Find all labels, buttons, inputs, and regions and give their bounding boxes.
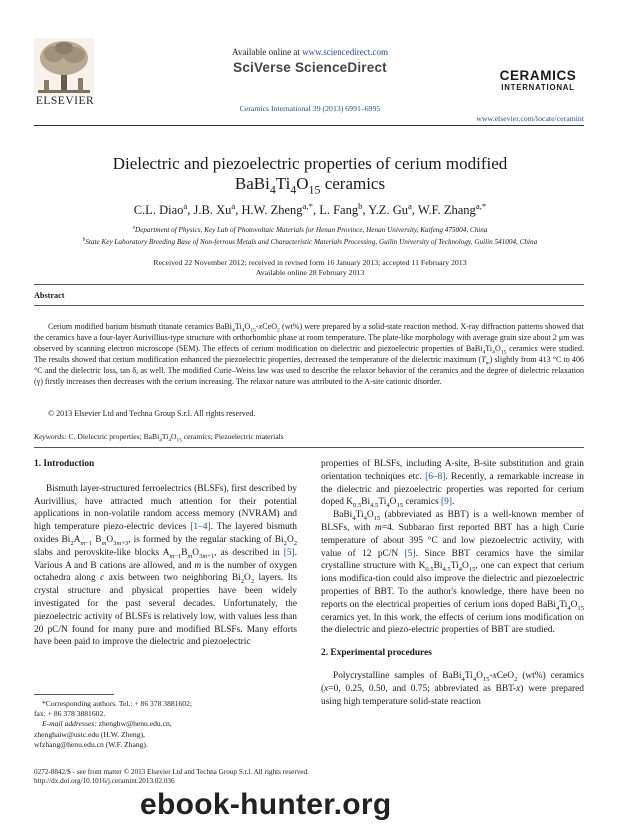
divider xyxy=(34,284,584,285)
divider xyxy=(34,447,584,448)
author-list: C.L. Diao$^a$, J.B. Xu$^a$, H.W. Zheng$^{a,*}$, L. Fang$^b$, Y.Z. Gu$^a$, W.F. Zhang$^{a,*}$ xyxy=(133,200,487,217)
online-date: Available online 28 February 2013 xyxy=(255,268,365,277)
introduction-continued: properties of BLSFs, including A-site, B-site substitution and grain orientation techniques etc. [6–8]. Recently, a remarkable increase in the dielectric and piezoelectric properties was reported for cerium doped $K_{0.5}Bi_{4.5}Ti_4O_{15}$ ceramics [9]. xyxy=(321,459,584,510)
abstract-text: Cerium modified barium bismuth titanate ceramics $BaBi_4Ti_4O_{15}-xCeO_2$ (wt%) were prepared by a solid-state reaction method. X-ray diffraction patterns showed that the ceramics have a four-layer Aurivillius-type structure with orthorhombic phase at room temperature. The plate-like morphology with average grain size about 2 μm was observed by scanning electron microscope (SEM). The effects of cerium modification on dielectric and piezoelectric properties of $BaBi_4Ti_4O_{15}$ ceramics were studied. The results showed that cerium modification enhanced the piezoelectric properties, decreased the temperature of the dielectric maximum $(T_m)$ slightly from 413 °C to 406 °C and the dielectric loss, tan δ, as well. The modified Curie–Weiss law was used to describe the relaxor behavior of the ceramics and the degree of dielectric relaxation (γ) firstly increases then decreases with the cerium increasing. The relaxor nature was attributed to the A-site cationic disorder. xyxy=(34,322,584,387)
sciencedirect-link[interactable]: www.sciencedirect.com xyxy=(302,47,388,57)
article-title xyxy=(40,154,580,197)
title-line-2: $BaBi_4Ti_4O_{15}$ ceramics xyxy=(234,174,386,197)
affiliation-b: $^b$State Key Laboratory Breeding Base of Non-ferrous Metals and Characteristic Materials Processing, Guilin University of Technology, Guilin 541004, China xyxy=(82,237,538,246)
available-online-line xyxy=(0,47,620,57)
copyright-line: © 2013 Elsevier Ltd and Techna Group S.r.l. All rights reserved. xyxy=(48,409,256,418)
issn-line: 0272-8842/$ - see front matter © 2013 Elsevier Ltd and Techna Group S.r.l. All rights reserved. xyxy=(34,768,309,776)
introduction-paragraph: Bismuth layer-structured ferroelectrics (BLSFs), first described by Aurivillius, have attracted much attention for their potential applications in non-volatile random access memory (NVRAM) and high temperature piezo-electric devices [1–4]. The layered bismuth oxides $Bi_2A_{m-1}$ $B_mO_{3m+3}$, is formed by the regular stacking of $Bi_2O_2$ slabs and perovskite-like blocks $A_{m-1}B_mO_{3m+1}$, as described in [5]. Various A and B cations are allowed, and m is the number of oxygen octahedra along c axis between two neighboring $Bi_2O_2$ layers. Its crystal structure and physical properties have been widely investigated for the past several decades. Unfortunately, the piezoelectric activity of BLSFs is relatively low, with values less than 20 pC/N found for many pure and modified BLSFs. Many efforts have been paid to improve the dielectric and piezoelectric xyxy=(34,483,298,648)
experimental-heading: 2. Experimental procedures xyxy=(321,648,432,659)
affiliation-a: $^a$Department of Physics, Key Lab of Photovoltaic Materials for Henan Province, Henan University, Kaifeng 475004, China xyxy=(132,225,488,234)
right-column xyxy=(321,458,584,708)
keywords-line: Keywords: C. Dielectric properties; $BaBi_4Ti_4O_{15}$ ceramics; Piezoelectric materials xyxy=(34,432,284,444)
email-line-1: E-mail addresses: zhenghw@henu.edu.cn, xyxy=(42,719,172,729)
available-prefix: Available online at xyxy=(232,47,303,57)
footnote-divider xyxy=(34,694,114,695)
email-line-2: zhenghaiw@ustc.edu (H.W. Zheng), xyxy=(34,729,145,739)
doi-link[interactable]: http://dx.doi.org/10.1016/j.ceramint.2013.02.036 xyxy=(34,777,175,786)
footnotes xyxy=(34,699,297,750)
experimental-paragraph: Polycrystalline samples of $BaBi_4Ti_4O_{15}-xCeO_2$ (wt%) ceramics (x=0, 0.25, 0.50, and 0.75; abbreviated as BBT-x) were prepared using high temperature solid-state reaction xyxy=(321,670,584,707)
brand-line-1: CERAMICS xyxy=(499,68,577,83)
divider xyxy=(34,305,584,306)
corresponding-authors: *Corresponding authors. Tel.: + 86 378 3881602; xyxy=(42,699,192,708)
front-matter-info xyxy=(34,768,309,787)
bbt-paragraph: $BaBi_4Ti_4O_{15}$ (abbreviated as BBT) is a well-known member of BLSFs, with m=4. Subbarao first reported BBT has a high Curie temperature of about 395 °C and low piezoelectric activity, with value of 12 pC/N [5]. Since BBT ceramics have the similar crystalline structure with $K_{0.5}Bi_{4.5}Ti_4O_{15}$, one can expect that cerium ions modifica-tion could also improve the dielectric and piezoelectric properties of BBT. To the author's knowledge, there have been no reports on the electrical properties of cerium ions doped $BaBi_4Ti_4O_{15}$ ceramics yet. In this work, the effects of cerium ions modification on the dielectric and piezo-electric properties of BBT are studied. xyxy=(321,510,584,636)
header-divider xyxy=(34,125,584,126)
brand-line-2: INTERNATIONAL xyxy=(501,83,575,92)
abstract-heading: Abstract xyxy=(34,291,65,300)
publisher-wordmark: ELSEVIER xyxy=(35,95,95,107)
journal-brand xyxy=(493,68,583,92)
email-line-3: wfzhang@henu.edu.cn (W.F. Zhang). xyxy=(34,739,148,749)
received-dates: Received 22 November 2012; received in revised form 16 January 2013; accepted 11 February 2013 xyxy=(153,258,467,267)
left-column xyxy=(34,458,297,649)
watermark: ebook-hunter.org xyxy=(140,788,392,821)
sciverse-logo-text: SciVerse ScienceDirect xyxy=(233,60,387,75)
introduction-heading: 1. Introduction xyxy=(34,459,95,469)
journal-url-link[interactable]: www.elsevier.com/locate/ceramint xyxy=(476,114,584,123)
fax-line: fax: + 86 378 3881602. xyxy=(34,709,106,719)
title-line-1: Dielectric and piezoelectric properties of cerium modified xyxy=(112,154,508,173)
journal-reference-link[interactable]: Ceramics International 39 (2013) 6991–6995 xyxy=(239,104,381,113)
